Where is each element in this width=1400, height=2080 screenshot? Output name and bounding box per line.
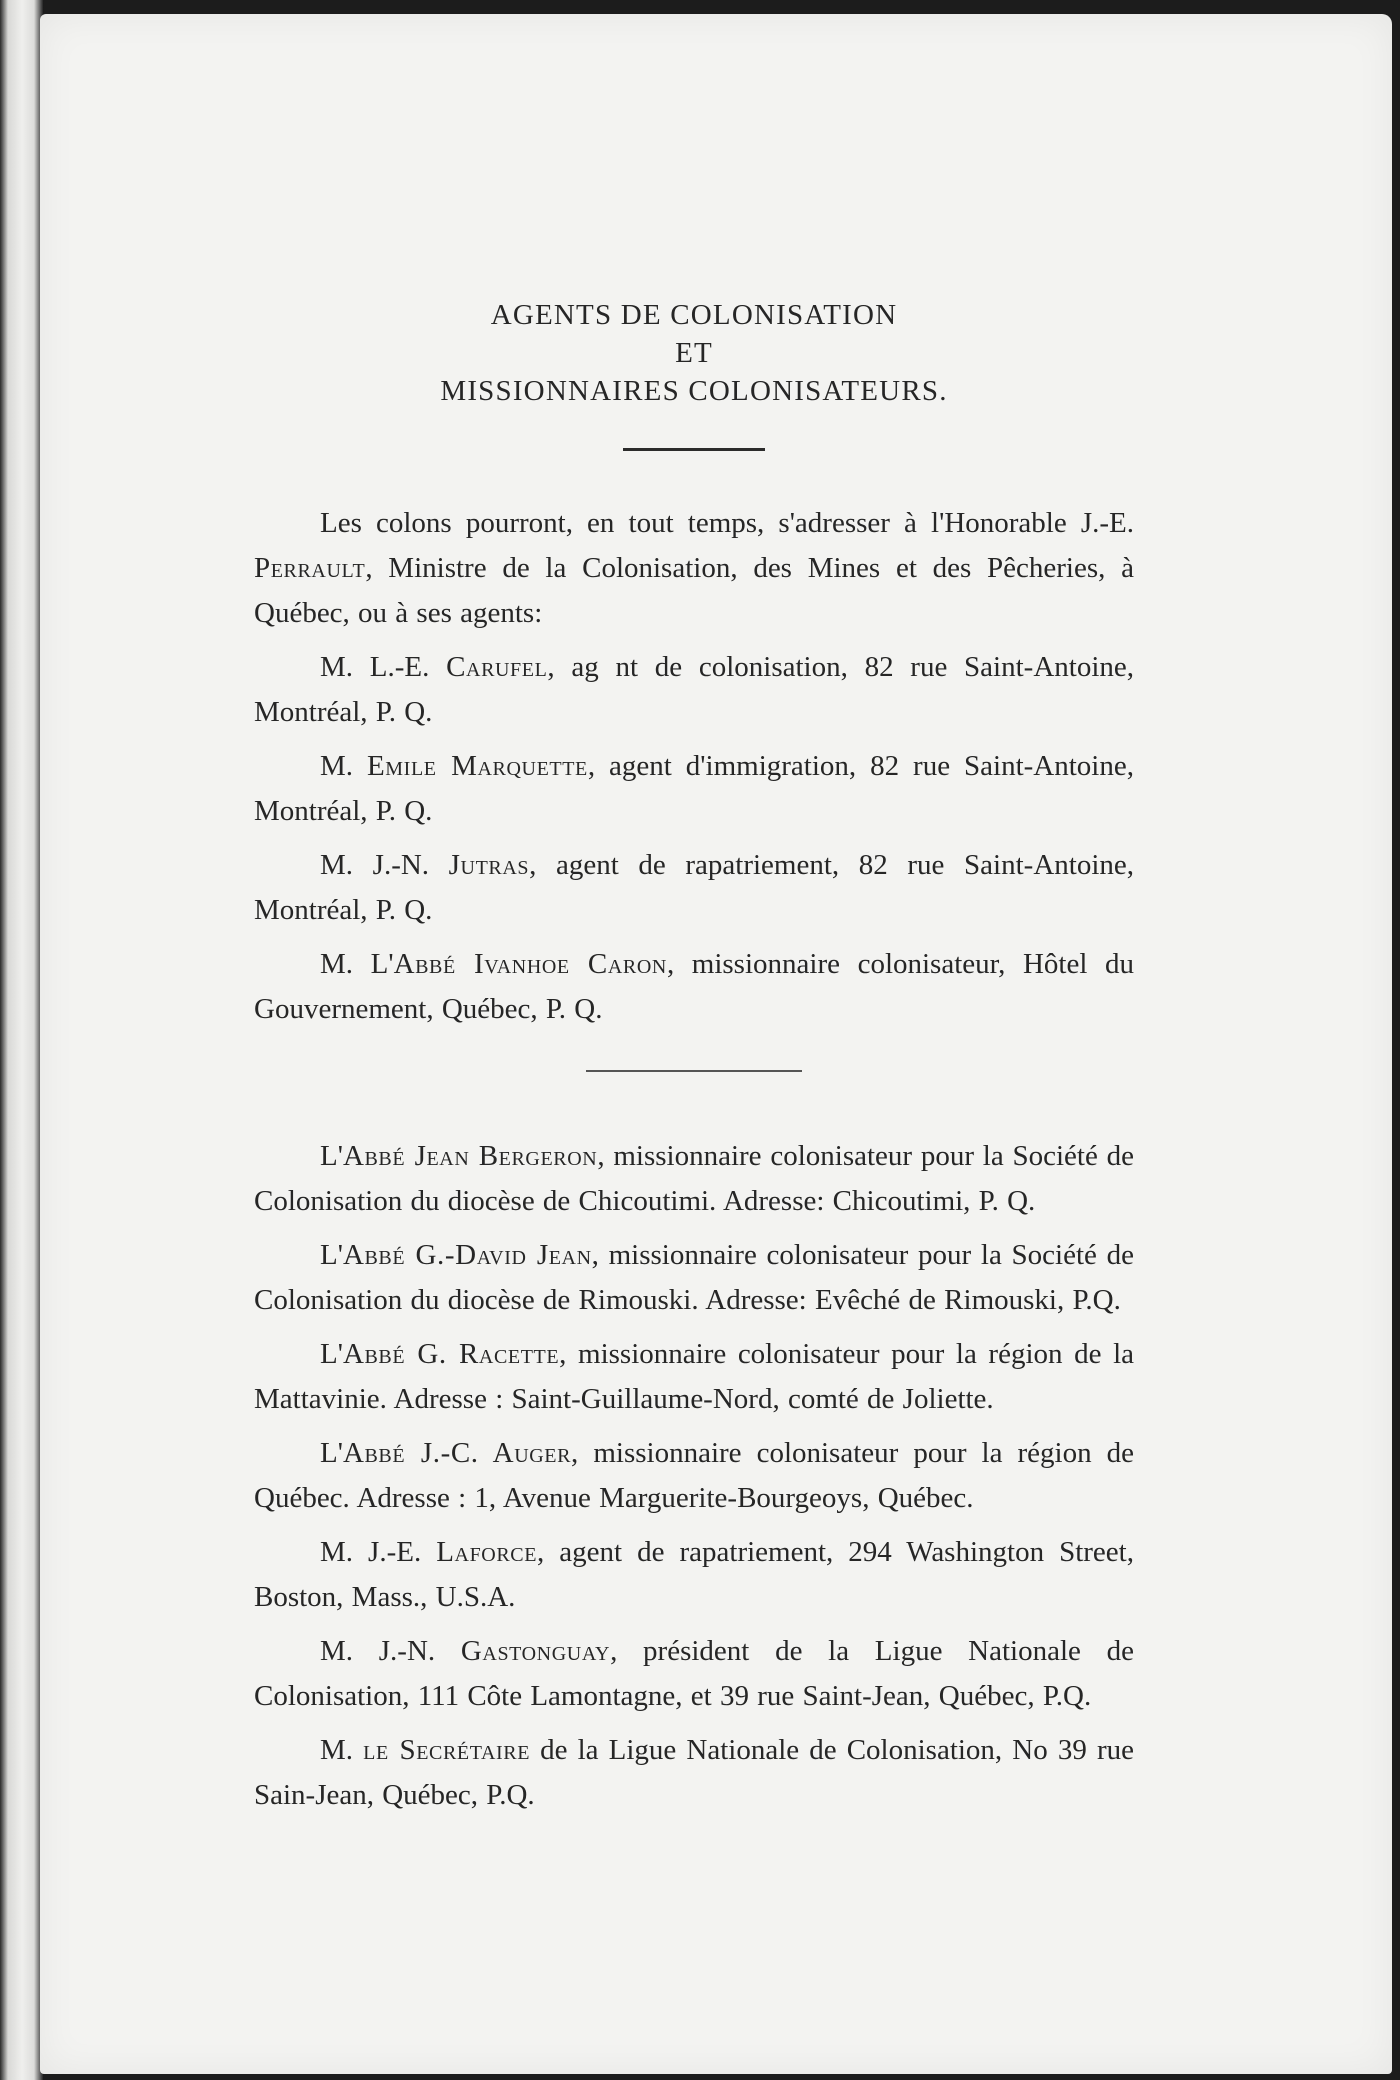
- entry-prefix: M. J.-N.: [320, 1635, 461, 1667]
- entry-name: Jutras: [448, 849, 530, 881]
- entry-prefix: M. J.-N.: [320, 849, 449, 881]
- heading-divider: [623, 448, 765, 451]
- agent-entry: [254, 843, 1134, 933]
- entry-prefix: M. L': [320, 948, 394, 980]
- entry-prefix: M.: [320, 750, 367, 782]
- entry-name: Carufel: [446, 651, 548, 683]
- missionary-entry: [254, 1332, 1134, 1422]
- missionary-entry: [254, 1233, 1134, 1323]
- entry-text: , président de la Ligue Nationale de Colonisation, 111 Côte Lamontagne, et 39 rue Saint-Jean, Québec, P.Q.: [254, 1635, 1134, 1712]
- entry-prefix: L': [320, 1140, 343, 1172]
- entry-prefix: L': [320, 1437, 343, 1469]
- entry-name: Abbé G. Racette: [342, 1338, 560, 1370]
- entry-name: Abbé J.-C. Auger: [342, 1437, 572, 1469]
- intro-text-end: , Ministre de la Colonisation, des Mines et des Pêcheries, à Québec, ou à ses agents:: [254, 552, 1134, 629]
- entry-text: , agent de rapatriement, 82 rue Saint-Antoine, Montréal, P. Q.: [254, 849, 1134, 926]
- entry-text: , missionnaire colonisateur pour la Société de Colonisation du diocèse de Rimouski. Adresse: Evêché de Rimouski, P.Q.: [254, 1239, 1134, 1316]
- entry-text: , missionnaire colonisateur, Hôtel du Gouvernement, Québec, P. Q.: [254, 948, 1135, 1025]
- entry-name: Laforce: [436, 1536, 538, 1568]
- entry-text: , agent de rapatriement, 294 Washington Street, Boston, Mass., U.S.A.: [254, 1536, 1134, 1613]
- entry-prefix: M.: [320, 1734, 364, 1766]
- page-heading: [254, 296, 1134, 410]
- entry-text: , ag nt de colonisation, 82 rue Saint-Antoine, Montréal, P. Q.: [254, 651, 1134, 728]
- heading-line-1: AGENTS DE COLONISATION: [490, 299, 898, 331]
- heading-line-3: MISSIONNAIRES COLONISATEURS.: [440, 375, 948, 407]
- entry-name: Gastonguay: [460, 1635, 611, 1667]
- missionary-entry: [254, 1629, 1134, 1719]
- entry-text: , missionnaire colonisateur pour la région de la Mattavinie. Adresse : Saint-Guillaume-Nord, comté de Joliette.: [254, 1338, 1134, 1415]
- entry-name: le Secrétaire: [363, 1734, 531, 1766]
- entry-name: Emile Marquette: [366, 750, 588, 782]
- entry-text: de la Ligue Nationale de Colonisation, No 39 rue Sain-Jean, Québec, P.Q.: [254, 1734, 1134, 1811]
- section-divider: [586, 1070, 802, 1072]
- heading-line-2: ET: [675, 337, 713, 369]
- entry-text: , missionnaire colonisateur pour la Société de Colonisation du diocèse de Chicoutimi. Adresse: Chicoutimi, P. Q.: [254, 1140, 1134, 1217]
- binding-edge: [0, 0, 44, 2080]
- entry-prefix: L': [320, 1338, 343, 1370]
- missionary-entry: [254, 1431, 1134, 1521]
- agent-entry: [254, 645, 1134, 735]
- missionary-entry: [254, 1530, 1134, 1620]
- missionary-entry: [254, 1728, 1134, 1818]
- entry-name: Abbé G.-David Jean: [342, 1239, 592, 1271]
- missionary-entry: [254, 1134, 1134, 1224]
- intro-paragraph: [254, 501, 1134, 636]
- entry-name: Abbé Ivanhoe Caron: [393, 948, 667, 980]
- agent-entry: [254, 942, 1134, 1032]
- entry-prefix: M. J.-E.: [320, 1536, 437, 1568]
- page-content: [254, 296, 1134, 1827]
- intro-text-start: Les colons pourront, en tout temps, s'adresser à l'Honorable J.-E.: [320, 507, 1134, 539]
- agent-entry: [254, 744, 1134, 834]
- entry-prefix: M. L.-E.: [320, 651, 447, 683]
- entry-text: , missionnaire colonisateur pour la région de Québec. Adresse : 1, Avenue Marguerite-Bourgeoys, Québec.: [254, 1437, 1134, 1514]
- entry-text: , agent d'immigration, 82 rue Saint-Antoine, Montréal, P. Q.: [254, 750, 1134, 827]
- intro-minister-name: Perrault: [254, 552, 366, 584]
- entry-prefix: L': [320, 1239, 343, 1271]
- entry-name: Abbé Jean Bergeron: [342, 1140, 598, 1172]
